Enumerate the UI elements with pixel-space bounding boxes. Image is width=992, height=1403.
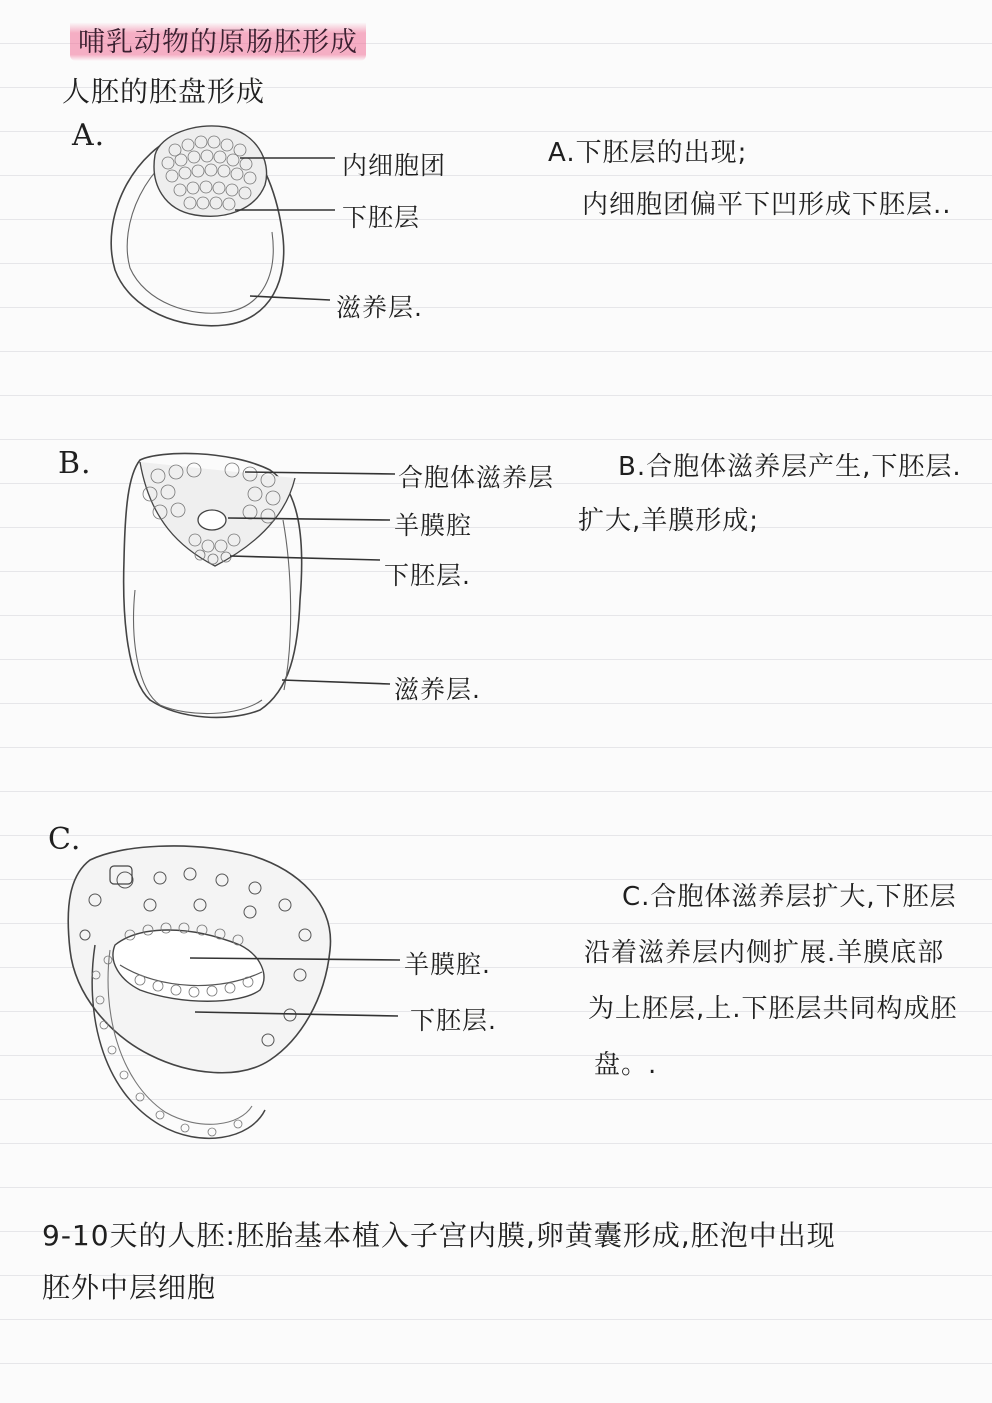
figure-a-label-hypoblast: 下胚层 xyxy=(342,203,421,232)
figure-b-label-trophoblast: 滋养层. xyxy=(394,675,481,704)
figure-b-letter: B. xyxy=(58,446,92,481)
figure-b-label-amniotic-cavity: 羊膜腔 xyxy=(394,511,473,540)
figure-a-label-trophoblast: 滋养层. xyxy=(336,293,423,322)
figure-c-label-amniotic-cavity: 羊膜腔. xyxy=(404,950,491,979)
figure-c-desc-line-1: C.合胞体滋养层扩大,下胚层 xyxy=(622,882,957,912)
figure-c-letter: C. xyxy=(48,822,82,857)
figure-b-desc-line-1: B.合胞体滋养层产生,下胚层. xyxy=(618,452,962,482)
figure-c-desc-line-2: 沿着滋养层内侧扩展.羊膜底部 xyxy=(584,938,945,968)
footer-line-2: 胚外中层细胞 xyxy=(42,1271,217,1304)
figure-a-letter: A. xyxy=(72,118,106,153)
figure-b-label-hypoblast: 下胚层. xyxy=(384,561,471,590)
page-title: 哺乳动物的原肠胚形成 xyxy=(70,18,366,61)
figure-a-desc-line-2: 内细胞团偏平下凹形成下胚层.. xyxy=(582,190,952,220)
figure-b-desc-line-2: 扩大,羊膜形成; xyxy=(578,506,760,536)
figure-b-label-syncytiotrophoblast: 合胞体滋养层 xyxy=(398,463,555,492)
footer-line-1: 9-10天的人胚:胚胎基本植入子宫内膜,卵黄囊形成,胚泡中出现 xyxy=(42,1219,836,1252)
figure-a-desc-line-1: A.下胚层的出现; xyxy=(548,138,748,168)
page-subtitle: 人胚的胚盘形成 xyxy=(62,75,266,108)
figure-a-label-inner-cell-mass: 内细胞团 xyxy=(342,151,447,180)
figure-c-desc-line-3: 为上胚层,上.下胚层共同构成胚 xyxy=(588,994,958,1024)
figure-c-label-hypoblast: 下胚层. xyxy=(410,1006,497,1035)
figure-c-desc-line-4: 盘。. xyxy=(594,1050,658,1080)
